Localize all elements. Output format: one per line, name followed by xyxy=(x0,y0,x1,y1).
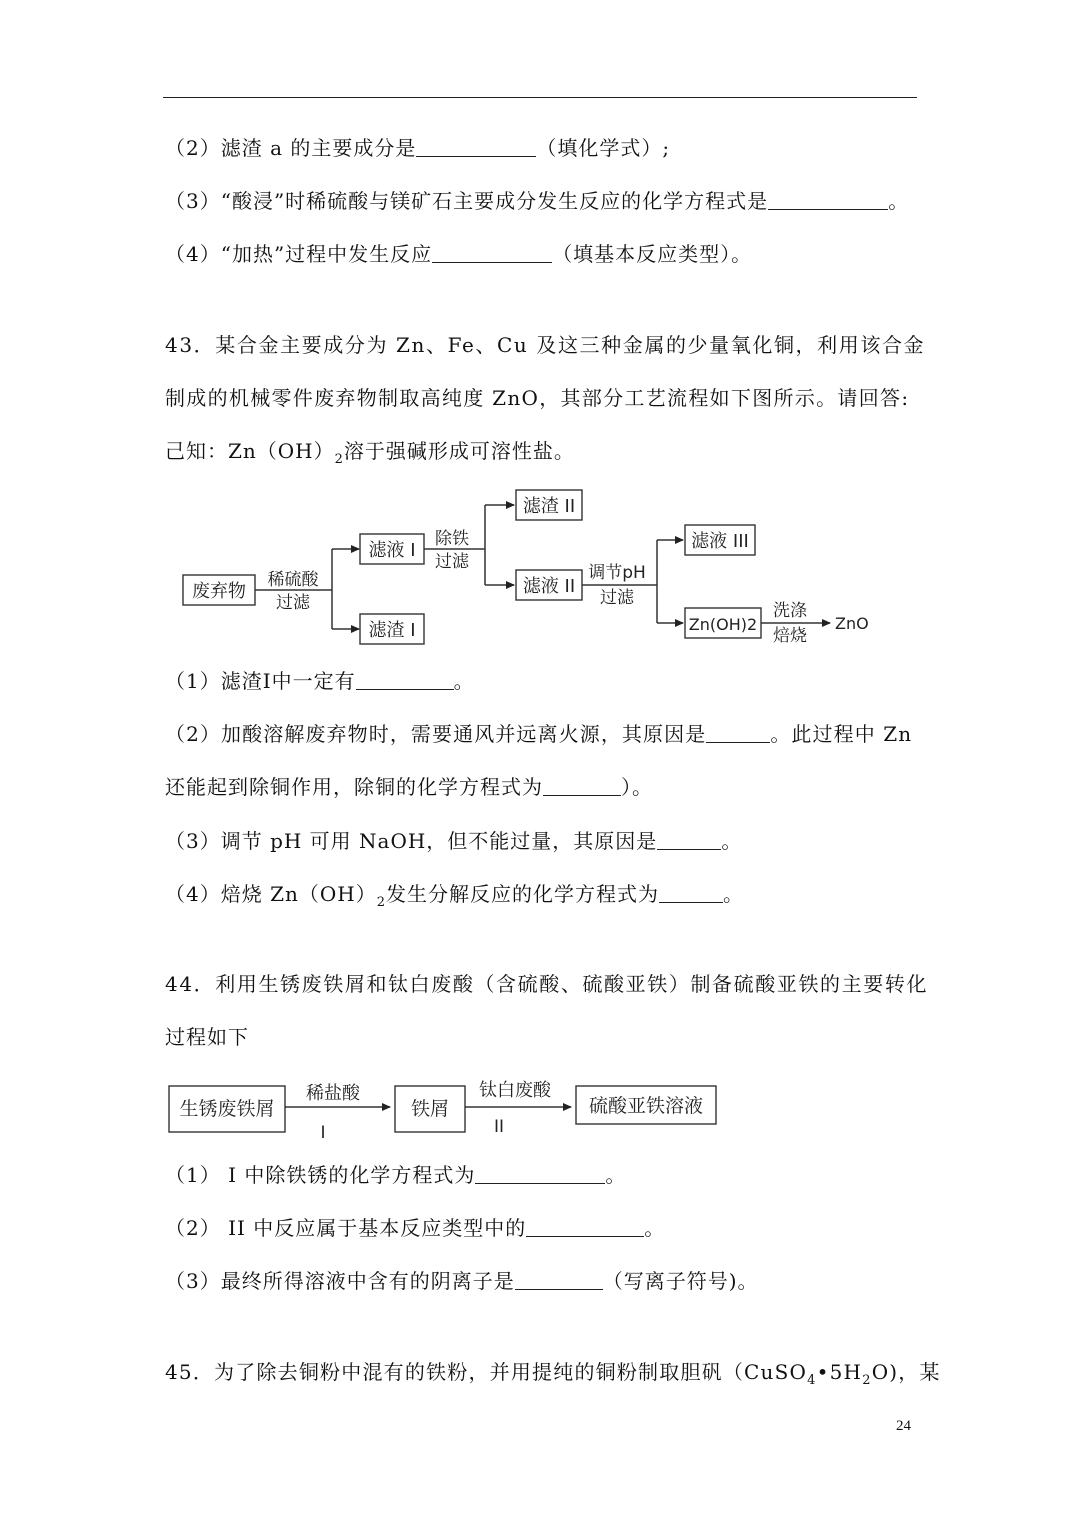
q44-sub-3 xyxy=(165,1267,759,1295)
prev-q4-tail: （填基本反应类型）。 xyxy=(552,242,753,266)
step1-top-label: 稀硫酸 xyxy=(267,570,319,590)
subscript: 2 xyxy=(376,895,386,910)
filtrate2-label: 滤液 II xyxy=(522,576,576,597)
q45-text: 45．为了除去铜粉中混有的铁粉，并用提纯的铜粉制取胆矾（CuSO xyxy=(165,1360,808,1384)
subscript: 2 xyxy=(334,452,344,467)
arrow1-bottom-label: I xyxy=(320,1123,326,1143)
q45-line-1 xyxy=(165,1358,941,1395)
q43-s3-text: （3）调节 pH 可用 NaOH，但不能过量，其原因是 xyxy=(165,829,658,853)
residue2-label: 滤渣 II xyxy=(522,496,576,517)
q43-known-tail: 溶于强碱形成可溶性盐。 xyxy=(343,439,575,463)
q44-sub-2 xyxy=(165,1214,665,1242)
q44-flow-diagram xyxy=(165,1072,725,1147)
step1-bottom-label: 过滤 xyxy=(276,593,310,613)
prev-q2-text: （2）滤渣 a 的主要成分是 xyxy=(165,136,417,160)
q43-line-3 xyxy=(165,437,575,474)
q44-s1-text: （1） I 中除铁锈的化学方程式为 xyxy=(165,1163,476,1187)
q44-s2-tail: 。 xyxy=(644,1216,666,1240)
prev-question-3 xyxy=(165,187,909,215)
q43-s2b-text: 还能起到除铜作用，除铜的化学方程式为 xyxy=(165,775,543,799)
prev-q2-tail: （填化学式）; xyxy=(536,136,671,160)
answer-blank[interactable] xyxy=(526,1216,644,1237)
prev-question-4 xyxy=(165,240,752,268)
q43-sub-4 xyxy=(165,880,744,917)
q43-known-text: 己知：Zn（OH） xyxy=(165,439,335,463)
step2-top-label: 除铁 xyxy=(435,529,469,549)
answer-blank[interactable] xyxy=(768,189,888,210)
page-number: 24 xyxy=(896,1418,911,1434)
q43-flow-diagram xyxy=(175,485,895,650)
q43-s2a-text: （2）加酸溶解废弃物时，需要通风并远离火源，其原因是 xyxy=(165,722,707,746)
filtrate3-label: 滤液 III xyxy=(691,531,749,552)
answer-blank[interactable] xyxy=(515,1269,603,1290)
arrow2-bottom-label: II xyxy=(493,1117,505,1137)
q43-s3-tail: 。 xyxy=(721,829,743,853)
q43-s2a-tail: 。此过程中 Zn xyxy=(770,722,913,746)
q43-s4-tail: 。 xyxy=(722,882,744,906)
prev-q3-tail: 。 xyxy=(888,189,910,213)
answer-blank[interactable] xyxy=(475,1163,605,1184)
step3-top-label: 调节pH xyxy=(588,563,646,583)
answer-blank[interactable] xyxy=(432,242,552,263)
q45-mid: •5H xyxy=(816,1360,863,1384)
subscript: 4 xyxy=(807,1373,817,1388)
q45-tail: O)，某 xyxy=(871,1360,941,1384)
q43-s1-tail: 。 xyxy=(453,669,475,693)
q44-line-1: 44．利用生锈废铁屑和钛白废酸（含硫酸、硫酸亚铁）制备硫酸亚铁的主要转化 xyxy=(165,972,929,996)
step4-bottom-label: 焙烧 xyxy=(773,626,807,646)
znoh2-label: Zn(OH)2 xyxy=(688,615,758,634)
arrow2-top-label: 钛白废酸 xyxy=(479,1080,551,1101)
answer-blank[interactable] xyxy=(657,829,721,850)
q44-sub-1 xyxy=(165,1161,626,1189)
answer-blank[interactable] xyxy=(706,722,770,743)
answer-blank[interactable] xyxy=(416,136,536,157)
q43-s4-text: （4）焙烧 Zn（OH） xyxy=(165,882,377,906)
header-rule xyxy=(163,97,917,98)
residue1-label: 滤渣 I xyxy=(368,620,416,641)
end-label: 硫酸亚铁溶液 xyxy=(588,1095,704,1117)
q43-sub-1 xyxy=(165,667,475,695)
subscript: 2 xyxy=(862,1373,872,1388)
q44-s2-text: （2） II 中反应属于基本反应类型中的 xyxy=(165,1216,527,1240)
q44-s1-tail: 。 xyxy=(605,1163,627,1187)
q43-s4-mid: 发生分解反应的化学方程式为 xyxy=(385,882,659,906)
prev-q3-text: （3）“酸浸”时稀硫酸与镁矿石主要成分发生反应的化学方程式是 xyxy=(165,189,769,213)
step4-top-label: 洗涤 xyxy=(773,601,807,621)
product-label: ZnO xyxy=(835,614,869,633)
q43-line-1: 43．某合金主要成分为 Zn、Fe、Cu 及这三种金属的少量氧化铜，利用该合金 xyxy=(165,333,926,357)
waste-label: 废弃物 xyxy=(192,581,246,602)
filtrate1-label: 滤液 I xyxy=(368,540,416,561)
step2-bottom-label: 过滤 xyxy=(435,552,469,572)
prev-question-2 xyxy=(165,134,670,162)
q43-s2b-tail: ）。 xyxy=(621,775,653,799)
prev-q4-text: （4）“加热”过程中发生反应 xyxy=(165,242,433,266)
q43-sub-3 xyxy=(165,827,742,855)
answer-blank[interactable] xyxy=(356,669,454,690)
q43-line-2: 制成的机械零件废弃物制取高纯度 ZnO，其部分工艺流程如下图所示。请回答: xyxy=(165,386,910,410)
mid-label: 铁屑 xyxy=(410,1098,450,1120)
start-label: 生锈废铁屑 xyxy=(179,1098,275,1120)
arrow1-top-label: 稀盐酸 xyxy=(306,1083,360,1104)
q44-s3-text: （3）最终所得溶液中含有的阴离子是 xyxy=(165,1269,515,1293)
answer-blank[interactable] xyxy=(543,775,621,796)
q44-s3-tail: （写离子符号)。 xyxy=(602,1269,759,1293)
q44-line-2: 过程如下 xyxy=(165,1025,249,1049)
q43-s1-text: （1）滤渣I中一定有 xyxy=(165,669,356,693)
step3-bottom-label: 过滤 xyxy=(600,588,634,608)
answer-blank[interactable] xyxy=(659,882,723,903)
q43-sub-2a xyxy=(165,720,912,748)
q43-sub-2b xyxy=(165,773,653,801)
